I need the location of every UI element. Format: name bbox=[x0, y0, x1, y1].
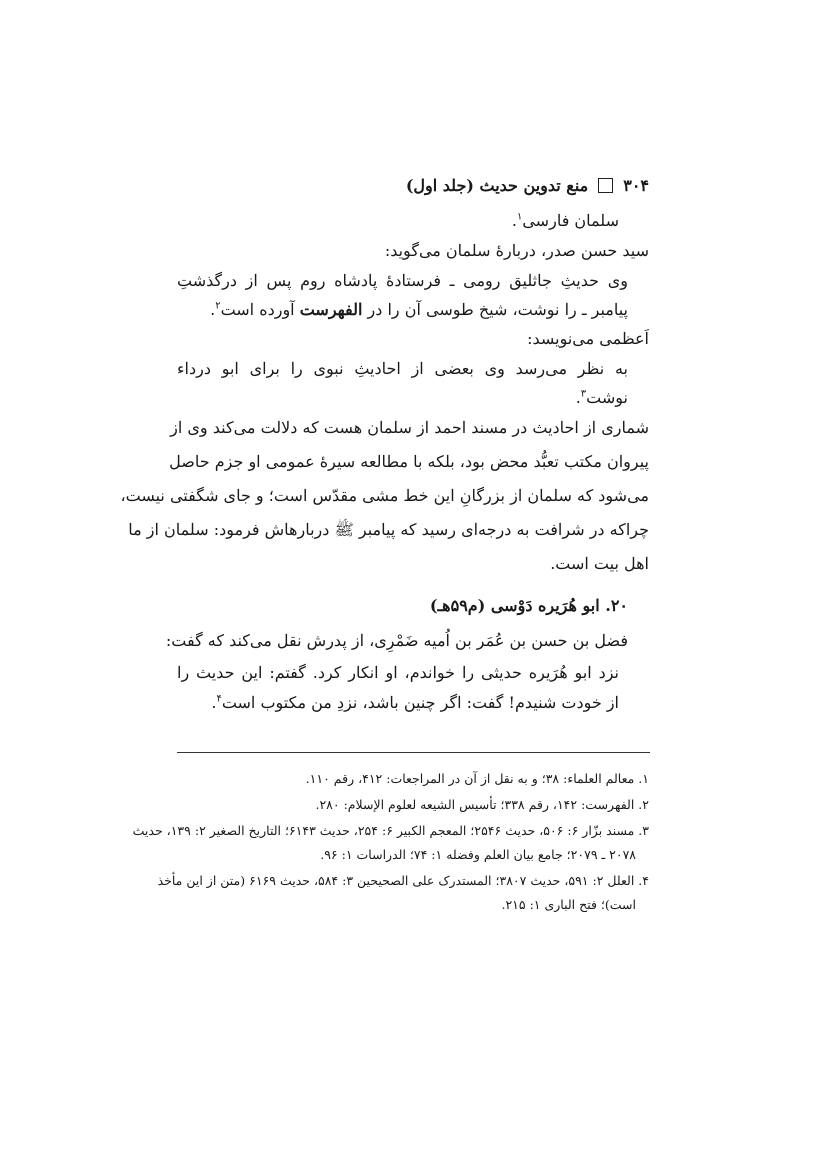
quote-abuhurayra-line-2: از خودت شنیدم! گفت: اگر چنین باشد، نزدِ من مکتوب است$^۴$. bbox=[211, 693, 619, 712]
quote-abuhurayra-line-1: نزد ابو هُرَیره حدیثی را خواندم، او انکار کرد. گفتم: این حدیث را bbox=[177, 663, 619, 682]
footnote-3-line-2: ۲۰۷۸ ـ ۲۰۷۹؛ جامع بیان العلم وفضله ۱: ۷۴؛ الدراسات ۱: ۹۶. bbox=[320, 847, 636, 862]
square-ornament-icon bbox=[598, 178, 613, 193]
paragraph-sadr-intro: سید حسن صدر، دربارهٔ سلمان می‌گوید: bbox=[384, 241, 649, 260]
footnote-3-line-1: ۳. مسند بزّار ۶: ۵۰۶، حدیث ۲۵۴۶؛ المعجم الکبیر ۶: ۲۵۴، حدیث ۶۱۴۳؛ التاریخ الصغیر ۲: ۱۳۹، حدیث bbox=[132, 823, 649, 838]
paragraph-fazl-intro: فضل بن حسن بن عُمَر بن اُمیه ضَمْرِی، از پدرش نقل می‌کند که گفت: bbox=[165, 631, 628, 650]
quote-azami-line-1: به نظر می‌رسد وی بعضی از احادیثِ نبوی را برای ابو درداء bbox=[177, 359, 628, 378]
running-header bbox=[177, 170, 649, 200]
footnote-4-line-1: ۴. العلل ۲: ۵۹۱، حدیث ۳۸۰۷؛ المستدرک علی الصحیحین ۳: ۵۸۴، حدیث ۶۱۶۹ (متن از این مأخذ bbox=[157, 873, 649, 888]
page-number: ۳۰۴ bbox=[623, 175, 649, 195]
paragraph-musnad-line-2: پیروان مکتب تعبُّد محض بود، بلکه با مطالعه سیرهٔ عمومی او جزم حاصل bbox=[169, 452, 649, 471]
book-name-alfehrest: الفهرست bbox=[299, 300, 363, 319]
footnote-ref-3: ۳ bbox=[580, 388, 587, 400]
paragraph-musnad-line-1: شماری از احادیث در مسند احمد از سلمان هست که دلالت می‌کند وی از bbox=[170, 418, 649, 437]
quote-sadr-line-1: وی حدیثِ جاثلیق رومی ـ فرستادهٔ پادشاه روم پس از درگذشتِ bbox=[177, 271, 628, 290]
footnote-4-line-2: است)؛ فتح الباری ۱: ۲۱۵. bbox=[501, 897, 636, 912]
book-title: منع تدوین حدیث (جلد اول) bbox=[405, 175, 589, 195]
paragraph-salman: سلمان فارسی$^۱$. bbox=[511, 211, 619, 230]
paragraph-azami-intro: اَعظمی می‌نویسد: bbox=[527, 329, 649, 348]
footnote-2: ۲. الفهرست: ۱۴۲، رقم ۳۳۸؛ تأسیس الشیعه لعلوم الإسلام: ۲۸۰. bbox=[315, 797, 649, 812]
footnote-separator bbox=[177, 752, 650, 753]
footnote-1: ۱. معالم العلماء: ۳۸؛ و به نقل از آن در المراجعات: ۴۱۲، رقم ۱۱۰. bbox=[305, 771, 649, 786]
footnote-ref-2: ۲ bbox=[215, 300, 221, 312]
paragraph-musnad-line-4: چراکه در شرافت به درجه‌ای رسید که پیامبر ﷺ دربارهاش فرمود: سلمان از ما bbox=[128, 520, 649, 539]
paragraph-musnad-line-5: اهل بیت است. bbox=[550, 554, 649, 573]
quote-azami-line-2: نوشت$^۳$. bbox=[575, 388, 628, 407]
footnote-ref-4: ۴ bbox=[216, 693, 222, 705]
paragraph-musnad-line-3: می‌شود که سلمان از بزرگانِ این خط مشی مقدّس است؛ و جای شگفتی نیست، bbox=[120, 486, 649, 505]
quote-sadr-line-2: پیامبر ـ را نوشت، شیخ طوسی آن را در الفهرست آورده است$^۲$. bbox=[210, 300, 628, 319]
section-heading: ۲۰. ابو هُرَیره دَوْسی (م۵۹هـ) bbox=[429, 596, 628, 615]
footnote-ref-1: ۱ bbox=[516, 211, 523, 223]
